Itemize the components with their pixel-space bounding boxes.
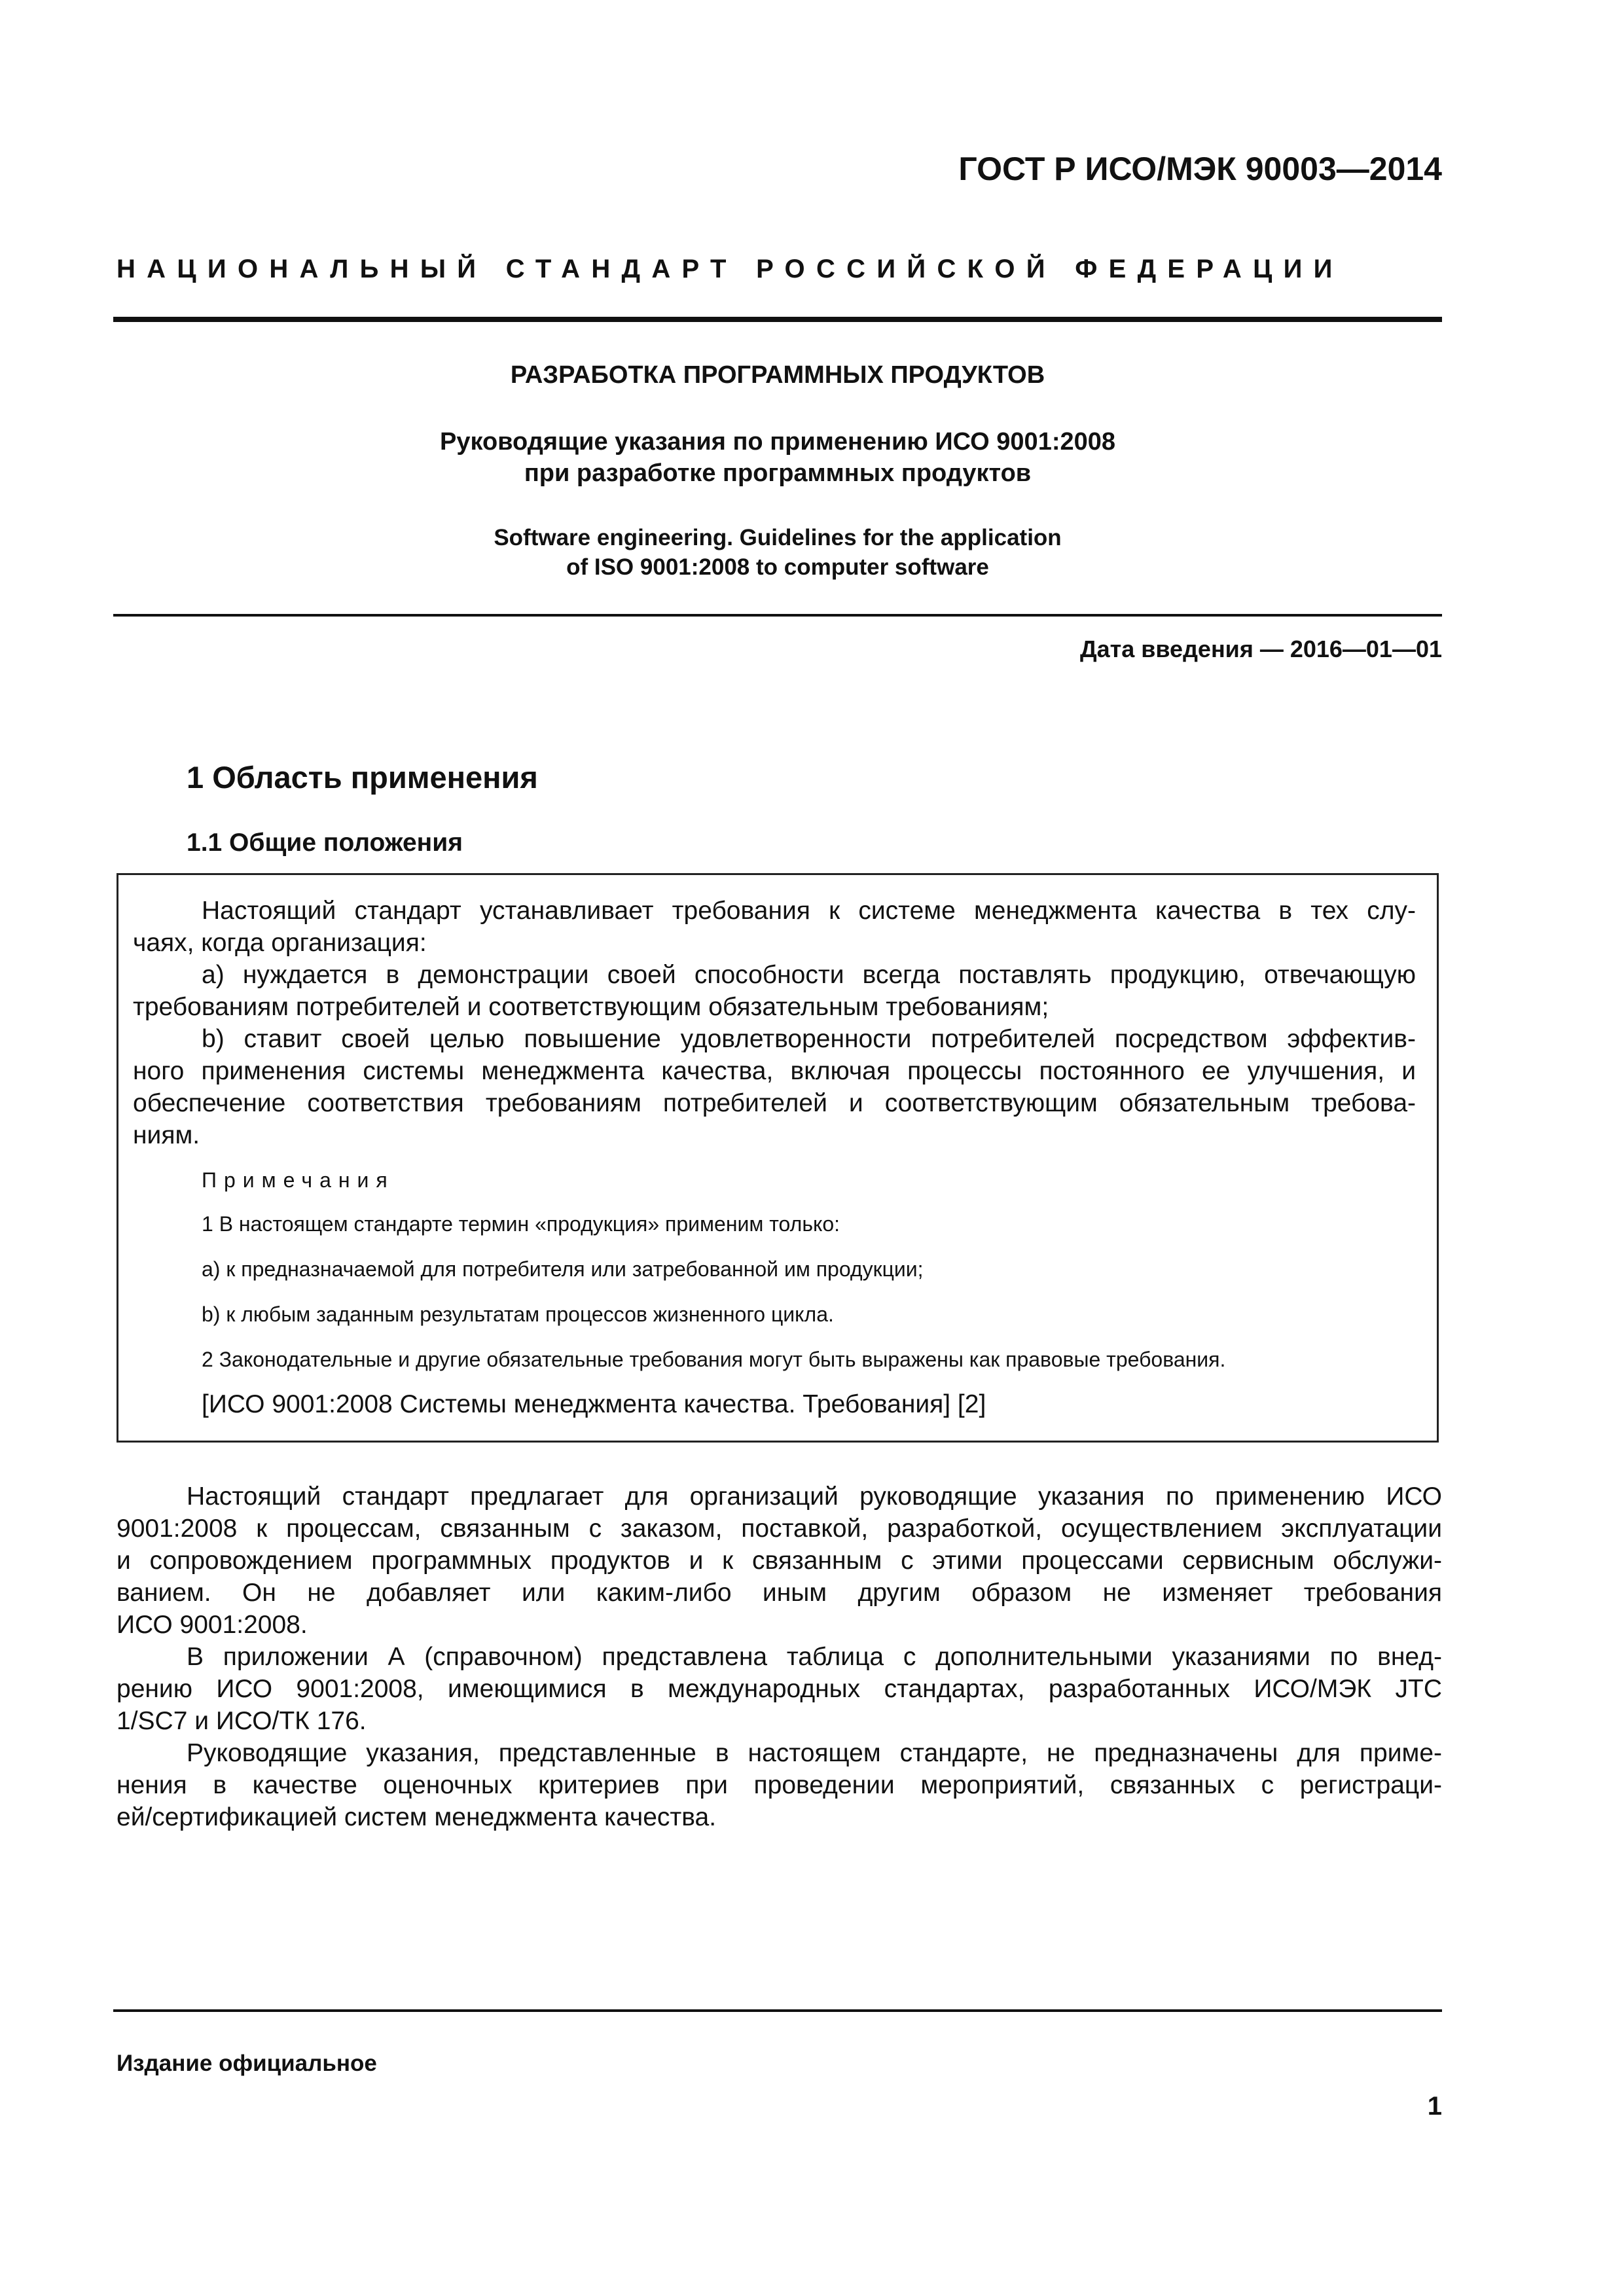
body-line: Руководящие указания, представленные в настоящем стандарте, не предназначены для приме-: [187, 1739, 1442, 1767]
note-line: 1 В настоящем стандарте термин «продукция» применим только:: [202, 1212, 840, 1236]
citation: [ИСО 9001:2008 Системы менеджмента качества. Требования] [2]: [202, 1390, 986, 1418]
footer-rule: [113, 2009, 1442, 2012]
national-standard-heading: НАЦИОНАЛЬНЫЙ СТАНДАРТ РОССИЙСКОЙ ФЕДЕРАЦИИ: [117, 255, 1344, 283]
english-title-line-2: of ISO 9001:2008 to computer software: [566, 554, 989, 580]
body-line: ИСО 9001:2008.: [117, 1611, 308, 1639]
box-line: b) ставит своей целью повышение удовлетворенности потребителей посредством эффектив-: [202, 1025, 1416, 1053]
introduction-date: Дата введения — 2016—01—01: [1079, 636, 1442, 662]
body-line: и сопровождением программных продуктов и к связанным с этими процессами сервисным обслужи-: [117, 1547, 1442, 1575]
quoted-requirements-box: [117, 873, 1439, 1443]
box-line: Настоящий стандарт устанавливает требования к системе менеджмента качества в тех слу-: [202, 897, 1416, 925]
subsection-heading: 1.1 Общие положения: [187, 829, 463, 857]
body-line: нения в качестве оценочных критериев при проведении мероприятий, связанных с регистраци-: [117, 1771, 1442, 1799]
body-line: В приложении А (справочном) представлена таблица с дополнительными указаниями по внед-: [187, 1643, 1442, 1671]
body-line: 9001:2008 к процессам, связанным с заказом, поставкой, разработкой, осуществлением эксплуатации: [117, 1515, 1442, 1543]
note-line: 2 Законодательные и другие обязательные требования могут быть выражены как правовые требования.: [202, 1348, 1226, 1371]
box-line: чаях, когда организация:: [133, 929, 427, 957]
english-title-line-1: Software engineering. Guidelines for the application: [494, 525, 1062, 550]
document-code: ГОСТ Р ИСО/МЭК 90003—2014: [958, 151, 1442, 187]
note-line: b) к любым заданным результатам процессов жизненного цикла.: [202, 1302, 834, 1326]
document-subtitle-line-1: Руководящие указания по применению ИСО 9001:2008: [439, 428, 1116, 456]
notes-title: Примечания: [202, 1168, 395, 1192]
page-number: 1: [1427, 2092, 1442, 2121]
body-line: Настоящий стандарт предлагает для организаций руководящие указания по применению ИСО: [187, 1482, 1442, 1511]
title-rule: [113, 614, 1442, 617]
document-subtitle-line-2: при разработке программных продуктов: [524, 459, 1032, 487]
box-line: ниям.: [133, 1121, 200, 1149]
body-line: ванием. Он не добавляет или каким-либо иным другим образом не изменяет требования: [117, 1579, 1442, 1607]
body-line: 1/SC7 и ИСО/ТК 176.: [117, 1707, 367, 1735]
note-line: a) к предназначаемой для потребителя или затребованной им продукции;: [202, 1257, 924, 1281]
official-edition-label: Издание официальное: [117, 2051, 377, 2076]
box-line: требованиям потребителей и соответствующим обязательным требованиям;: [133, 993, 1049, 1021]
box-line: обеспечение соответствия требованиям потребителей и соответствующим обязательным требова-: [133, 1089, 1416, 1117]
box-line: a) нуждается в демонстрации своей способности всегда поставлять продукцию, отвечающую: [202, 961, 1416, 989]
body-line: рению ИСО 9001:2008, имеющимися в международных стандартах, разработанных ИСО/МЭК JTC: [117, 1675, 1442, 1703]
top-rule: [113, 317, 1442, 322]
document-title: РАЗРАБОТКА ПРОГРАММНЫХ ПРОДУКТОВ: [510, 361, 1045, 389]
body-line: ей/сертификацией систем менеджмента качества.: [117, 1803, 717, 1831]
section-heading: 1 Область применения: [187, 760, 538, 795]
box-line: ного применения системы менеджмента качества, включая процессы постоянного ее улучшения, и: [133, 1057, 1416, 1085]
